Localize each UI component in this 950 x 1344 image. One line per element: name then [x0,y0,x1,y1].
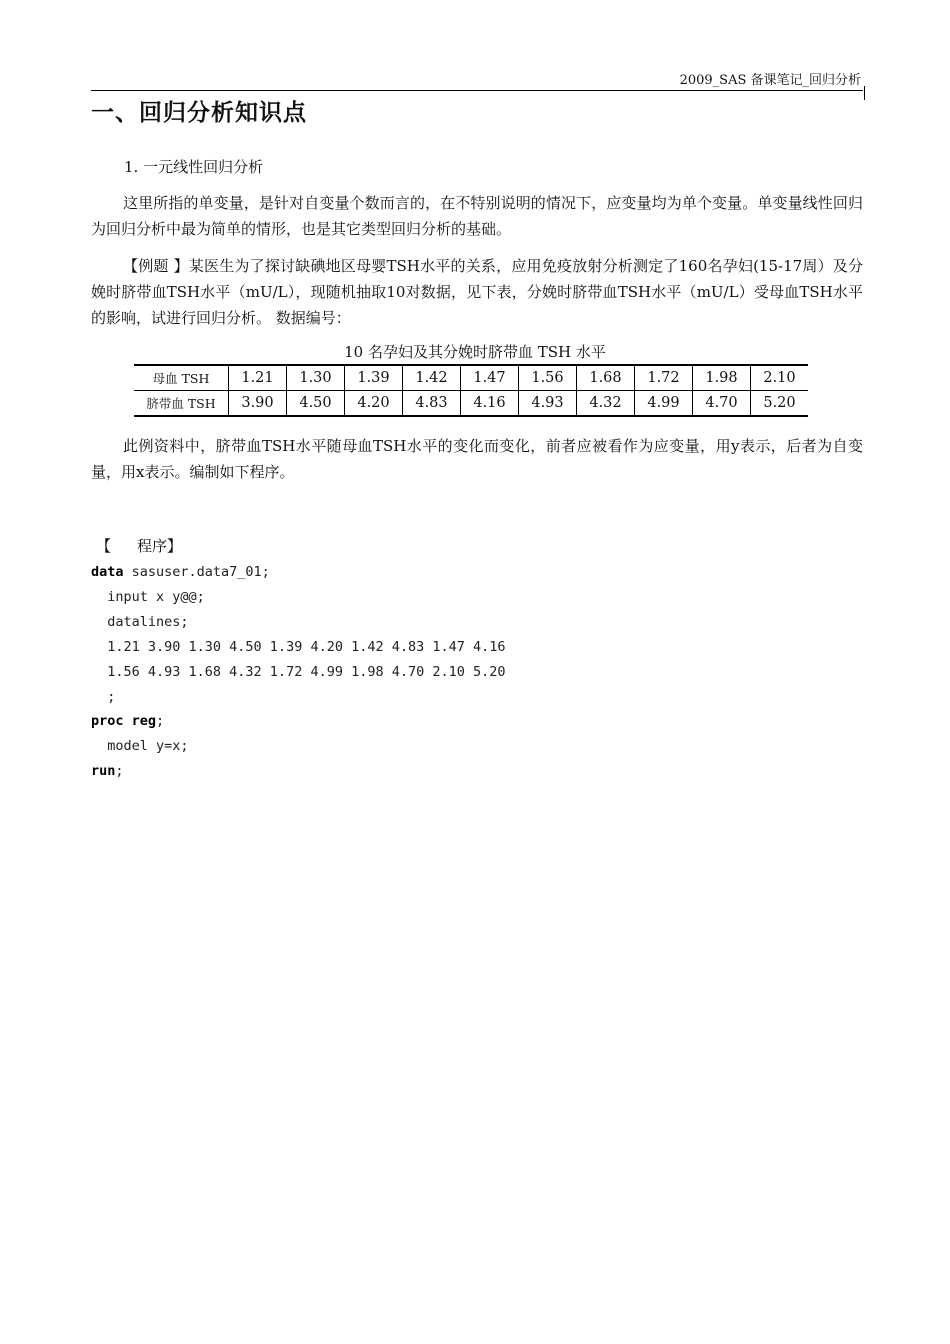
code-line: datalines; [91,613,189,630]
table-cell: 5.20 [751,391,809,417]
table-cell: 4.93 [519,391,577,417]
running-head: 2009_SAS 备课笔记_回归分析 [679,73,861,88]
row-label: 脐带血 TSH [134,391,229,417]
section-title: 一、回归分析知识点 [91,100,307,126]
table-cell: 4.16 [461,391,519,417]
table-row-cord [134,391,808,417]
row-label: 母血 TSH [134,365,229,391]
table-cell: 1.56 [519,365,577,391]
table-cell: 1.47 [461,365,519,391]
table-cell: 4.83 [403,391,461,417]
page-header [91,70,863,91]
table-cell: 4.32 [577,391,635,417]
table-cell: 4.50 [287,391,345,417]
table-cell: 1.42 [403,365,461,391]
code-line: input x y@@; [91,588,205,605]
table-cell: 4.70 [693,391,751,417]
code-line: model y=x; [91,738,189,755]
table-cell: 1.21 [229,365,287,391]
table-cell: 4.20 [345,391,403,417]
table-cell: 1.39 [345,365,403,391]
table-cell: 1.68 [577,365,635,391]
code-line: ; [91,688,116,705]
table-cell: 1.98 [693,365,751,391]
table-cell: 2.10 [751,365,809,391]
table-cell: 1.30 [287,365,345,391]
program-label-text: 程序】 [137,537,183,555]
explanation-paragraph: 此例资料中，脐带血TSH水平随母血TSH水平的变化而变化，前者应被看作为应变量，用y表示，后者为自变量，用x表示。编制如下程序。 [91,437,863,481]
sas-code-block [91,560,506,784]
code-line: run; [91,763,124,780]
code-line: proc reg; [91,713,165,730]
program-label [96,535,182,556]
code-line: 1.21 3.90 1.30 4.50 1.39 4.20 1.42 4.83 1.47 4.16 [91,638,506,655]
code-line: 1.56 4.93 1.68 4.32 1.72 4.99 1.98 4.70 2.10 5.20 [91,663,506,680]
header-rule-tick [864,86,865,100]
table-cell: 4.99 [635,391,693,417]
subsection-title: 1. 一元线性回归分析 [124,158,264,176]
table-caption: 10 名孕妇及其分娩时脐带血 TSH 水平 [344,343,606,361]
program-label-bracket: 【 [96,537,112,555]
example-paragraph: 【例题 】某医生为了探讨缺碘地区母婴TSH水平的关系，应用免疫放射分析测定了160名孕妇(15-17周）及分娩时脐带血TSH水平（mU/L），现随机抽取10对数据，见下表，分娩时脐带血TSH水平（mU/L）受母血TSH水平的影响，试进行回归分析。 数据编号： [91,257,863,327]
table-row-maternal [134,365,808,391]
table-cell: 1.72 [635,365,693,391]
tsh-data-table [134,364,808,417]
intro-paragraph: 这里所指的单变量，是针对自变量个数而言的，在不特别说明的情况下，应变量均为单个变量。单变量线性回归为回归分析中最为简单的情形，也是其它类型回归分析的基础。 [91,194,863,238]
code-line: data sasuser.data7_01; [91,564,270,580]
table-cell: 3.90 [229,391,287,417]
